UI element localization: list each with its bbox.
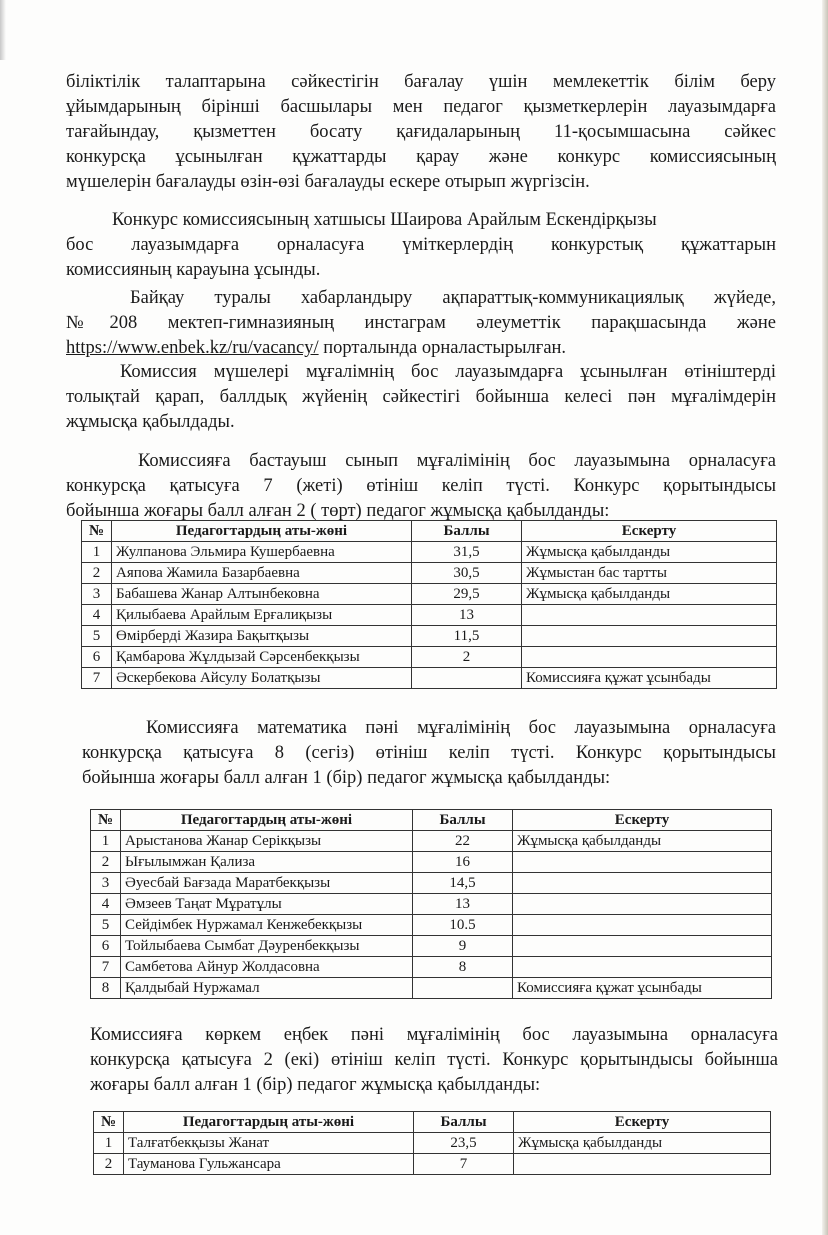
table-header-row xyxy=(91,810,772,831)
cell-score: 9 xyxy=(413,936,513,957)
table-row xyxy=(94,1133,771,1154)
col-header-name: Педагогтардың аты-жөні xyxy=(121,810,413,831)
announcement-paragraph xyxy=(66,286,776,361)
cell-num: 5 xyxy=(82,626,112,647)
text-line: ұйымдарының бірінші басшылары мен педагог қызметкерлерін лауазымдарға xyxy=(66,97,776,117)
cell-name: Ығылымжан Қализа xyxy=(121,852,413,873)
col-header-name: Педагогтардың аты-жөні xyxy=(112,521,412,542)
cell-name: Сейдімбек Нуржамал Кенжебекқызы xyxy=(121,915,413,936)
text-line: конкурсқа қатысуға 2 (екі) өтініш келіп түсті. Конкурс қорытындысы бойынша xyxy=(90,1050,778,1070)
cell-name: Өмірберді Жазира Бақытқызы xyxy=(112,626,412,647)
cell-score: 8 xyxy=(413,957,513,978)
cell-note xyxy=(513,894,772,915)
text-line: №208 мектеп-гимназияның инстаграм әлеуметтік парақшасында және xyxy=(66,313,776,333)
scan-shadow-right xyxy=(822,0,828,1235)
cell-score: 22 xyxy=(413,831,513,852)
cell-num: 1 xyxy=(94,1133,124,1154)
cell-name: Әскербекова Айсулу Болатқызы xyxy=(112,668,412,689)
table-header-row xyxy=(94,1112,771,1133)
cell-name: Аяпова Жамила Базарбаевна xyxy=(112,563,412,584)
cell-name: Самбетова Айнур Жолдасовна xyxy=(121,957,413,978)
cell-name: Талғатбекқызы Жанат xyxy=(124,1133,414,1154)
table-row xyxy=(91,957,772,978)
text-line: Комиссияға бастауыш сынып мұғалімінің бос лауазымына орналасуға xyxy=(138,451,776,471)
table-row xyxy=(91,915,772,936)
cell-name: Жулпанова Эльмира Кушербаевна xyxy=(112,542,412,563)
cell-name: Қалдыбай Нуржамал xyxy=(121,978,413,999)
text-line: толықтай қарап, баллдық жүйенің сәйкестігі бойынша келесі пән мұғалімдерін xyxy=(66,387,776,407)
cell-note xyxy=(513,852,772,873)
cell-name: Арыстанова Жанар Серікқызы xyxy=(121,831,413,852)
intro-paragraph xyxy=(66,70,776,195)
cell-score xyxy=(412,668,522,689)
table-row xyxy=(91,873,772,894)
cell-name: Әуесбай Бағзада Маратбекқызы xyxy=(121,873,413,894)
text-line: жоғары балл алған 1 (бір) педагог жұмысқа қабылданды: xyxy=(90,1075,541,1095)
cell-num: 7 xyxy=(91,957,121,978)
cell-name: Қамбарова Жұлдызай Сәрсенбекқызы xyxy=(112,647,412,668)
art-results-table xyxy=(93,1111,771,1175)
cell-note xyxy=(513,915,772,936)
text-line: Байқау туралы хабарландыру ақпараттық-коммуникациялық жүйеде, xyxy=(130,288,776,308)
col-header-num: № xyxy=(82,521,112,542)
col-header-note: Ескерту xyxy=(522,521,777,542)
table-row xyxy=(82,626,777,647)
section-art-intro xyxy=(90,1023,778,1098)
cell-score: 29,5 xyxy=(412,584,522,605)
cell-note xyxy=(522,647,777,668)
cell-name: Тауманова Гульжансара xyxy=(124,1154,414,1175)
table-row xyxy=(82,647,777,668)
table-row xyxy=(91,978,772,999)
text-line: бос лауазымдарға орналасуға үміткерлердің конкурстық құжаттарын xyxy=(66,235,776,255)
col-header-name: Педагогтардың аты-жөні xyxy=(124,1112,414,1133)
col-header-note: Ескерту xyxy=(514,1112,771,1133)
table-header-row xyxy=(82,521,777,542)
text-line xyxy=(66,336,776,361)
text-line: конкурсқа ұсынылған құжаттарды қарау және конкурс комиссиясының xyxy=(66,147,776,167)
cell-name: Қилыбаева Арайлым Ерғалиқызы xyxy=(112,605,412,626)
cell-score: 7 xyxy=(414,1154,514,1175)
cell-note xyxy=(514,1154,771,1175)
section-primary-intro xyxy=(66,449,776,524)
cell-note: Жұмыстан бас тартты xyxy=(522,563,777,584)
text-line: жұмысқа қабылдады. xyxy=(66,412,235,432)
table-row xyxy=(91,894,772,915)
text-line: конкурсқа қатысуға 8 (сегіз) өтініш келіп түсті. Конкурс қорытындысы xyxy=(82,743,776,763)
text-line: тағайындау, қызметтен босату қағидаларының 11-қосымшасына сәйкес xyxy=(66,122,776,142)
cell-name: Бабашева Жанар Алтынбековна xyxy=(112,584,412,605)
cell-note: Жұмысқа қабылданды xyxy=(513,831,772,852)
cell-note: Жұмысқа қабылданды xyxy=(522,584,777,605)
col-header-num: № xyxy=(94,1112,124,1133)
cell-score: 2 xyxy=(412,647,522,668)
primary-results-table xyxy=(81,520,777,689)
cell-score: 13 xyxy=(413,894,513,915)
math-results-table xyxy=(90,809,772,999)
cell-note xyxy=(522,605,777,626)
cell-num: 1 xyxy=(82,542,112,563)
cell-note: Комиссияға құжат ұсынбады xyxy=(522,668,777,689)
table-row xyxy=(82,542,777,563)
col-header-score: Баллы xyxy=(412,521,522,542)
cell-score: 23,5 xyxy=(414,1133,514,1154)
col-header-score: Баллы xyxy=(413,810,513,831)
cell-num: 2 xyxy=(91,852,121,873)
section-math-intro xyxy=(82,716,776,791)
text-line: Комиссияға математика пәні мұғалімінің бос лауазымына орналасуға xyxy=(146,718,776,738)
text-line: мүшелерін бағалауды өзін-өзі бағалауды ескере отырып жүргізсін. xyxy=(66,172,590,192)
cell-note xyxy=(513,957,772,978)
cell-num: 4 xyxy=(82,605,112,626)
cell-num: 4 xyxy=(91,894,121,915)
cell-num: 8 xyxy=(91,978,121,999)
cell-note: Комиссияға құжат ұсынбады xyxy=(513,978,772,999)
text-line: конкурсқа қатысуға 7 (жеті) өтініш келіп түсті. Конкурс қорытындысы xyxy=(66,476,776,496)
table-row xyxy=(82,605,777,626)
cell-score: 30,5 xyxy=(412,563,522,584)
table-row xyxy=(91,831,772,852)
cell-num: 1 xyxy=(91,831,121,852)
col-header-num: № xyxy=(91,810,121,831)
text-line: Комиссияға көркем еңбек пәні мұғалімінің бос лауазымына орналасуға xyxy=(90,1025,778,1045)
text-line: комиссияның карауына ұсынды. xyxy=(66,260,321,280)
table-row xyxy=(94,1154,771,1175)
cell-num: 7 xyxy=(82,668,112,689)
cell-num: 6 xyxy=(82,647,112,668)
table-row xyxy=(91,936,772,957)
text-line: біліктілік талаптарына сәйкестігін бағалау үшін мемлекеттік білім беру xyxy=(66,72,776,92)
table-row xyxy=(91,852,772,873)
cell-score: 11,5 xyxy=(412,626,522,647)
text-line: бойынша жоғары балл алған 2 ( төрт) педагог жұмысқа қабылданды: xyxy=(66,501,610,521)
cell-name: Әмзеев Таңат Мұратұлы xyxy=(121,894,413,915)
secretary-paragraph xyxy=(66,208,776,283)
cell-name: Тойлыбаева Сымбат Дәуренбекқызы xyxy=(121,936,413,957)
cell-note xyxy=(522,626,777,647)
table-row xyxy=(82,584,777,605)
cell-note xyxy=(513,873,772,894)
cell-note xyxy=(513,936,772,957)
text-line: бойынша жоғары балл алған 1 (бір) педагог жұмысқа қабылданды: xyxy=(82,768,611,788)
cell-num: 5 xyxy=(91,915,121,936)
cell-score: 14,5 xyxy=(413,873,513,894)
col-header-note: Ескерту xyxy=(513,810,772,831)
cell-note: Жұмысқа қабылданды xyxy=(522,542,777,563)
text-fragment: порталында орналастырылған. xyxy=(318,338,567,358)
cell-num: 2 xyxy=(94,1154,124,1175)
cell-num: 6 xyxy=(91,936,121,957)
scan-shadow-left xyxy=(0,0,6,60)
cell-score xyxy=(413,978,513,999)
cell-score: 16 xyxy=(413,852,513,873)
col-header-score: Баллы xyxy=(414,1112,514,1133)
enbek-vacancy-link[interactable]: https://www.enbek.kz/ru/vacancy/ xyxy=(66,338,319,358)
cell-num: 2 xyxy=(82,563,112,584)
cell-score: 10.5 xyxy=(413,915,513,936)
text-line: Конкурс комиссиясының хатшысы Шаирова Арайлым Ескендірқызы xyxy=(112,210,657,230)
table-row xyxy=(82,563,777,584)
text-line: Комиссия мүшелері мұғалімнің бос лауазымдарға ұсынылған өтініштерді xyxy=(120,362,776,382)
cell-note: Жұмысқа қабылданды xyxy=(514,1133,771,1154)
cell-num: 3 xyxy=(91,873,121,894)
table-row xyxy=(82,668,777,689)
cell-num: 3 xyxy=(82,584,112,605)
cell-score: 31,5 xyxy=(412,542,522,563)
commission-paragraph xyxy=(66,360,776,435)
cell-score: 13 xyxy=(412,605,522,626)
